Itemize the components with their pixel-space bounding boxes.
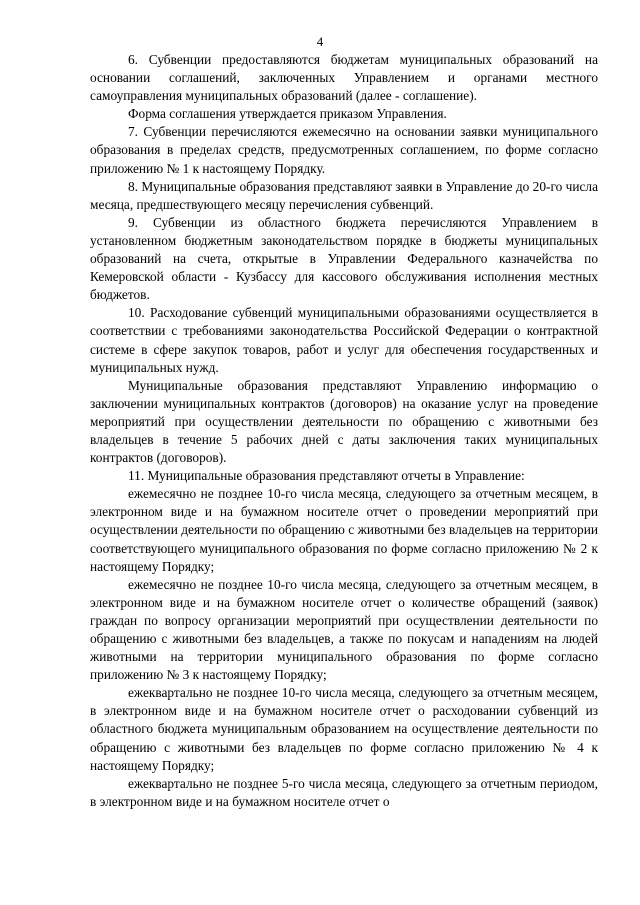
paragraph-report-monthly-2: ежемесячно не позднее 10-го числа месяца, следующего за отчетным месяцем, в электронном виде и на бумажном носителе отчет о количестве обращений (заявок) граждан по вопросу организации мероприятий при осуществлении деятельности по обращению с животными без владельцев, а также по покусам и нападениям на людей животными на территории муниципального образования по форме согласно приложению № 3 к настоящему Порядку; [90,576,598,683]
document-body [90,51,598,811]
paragraph-form: Форма соглашения утверждается приказом Управления. [128,106,447,122]
paragraph-contracts: Муниципальные образования представляют Управлению информацию о заключении муниципальных контрактов (договоров) на оказание услуг на проведение мероприятий при осуществлении деятельности по обращению с животными без владельцев в течение 5 рабочих дней с даты заключения таких муниципальных контрактов (договоров). [90,377,598,466]
paragraph-report-quarterly-1: ежеквартально не позднее 10-го числа месяца, следующего за отчетным месяцем, в электронном виде и на бумажном носителе отчет о расходовании субвенций из областного бюджета муниципальным образованием на осуществление деятельности по обращению с животными без владельцев по форме согласно приложению № 4 к настоящему Порядку; [90,685,598,773]
paragraph-7: 7. Субвенции перечисляются ежемесячно на основании заявки муниципального образования в пределах средств, предусмотренных соглашением, по форме согласно приложению № 1 к настоящему Порядку. [90,124,598,176]
paragraph-report-quarterly-2: ежеквартально не позднее 5-го числа месяца, следующего за отчетным периодом, в электронном виде и на бумажном носителе отчет о [90,775,598,809]
page-number: 4 [316,34,324,49]
paragraph-11: 11. Муниципальные образования представляют отчеты в Управление: [128,468,525,484]
paragraph-6: 6. Субвенции предоставляются бюджетам муниципальных образований на основании соглашений, заключенных Управлением и органами местного самоуправления муниципальных образований (далее - соглашение). [90,52,598,104]
paragraph-9: 9. Субвенции из областного бюджета перечисляются Управлением в установленном бюджетным законодательством порядке в бюджеты муниципальных образований на счета, открытые в Управлении Федерального казначейства по Кемеровской области - Кузбассу для кассового обслуживания исполнения местных бюджетов. [90,214,598,303]
paragraph-10: 10. Расходование субвенций муниципальными образованиями осуществляется в соответствии с требованиями законодательства Российской Федерации о контрактной системе в сфере закупок товаров, работ и услуг для обеспечения государственных и муниципальных нужд. [90,305,598,375]
paragraph-report-monthly-1: ежемесячно не позднее 10-го числа месяца, следующего за отчетным месяцем, в электронном виде и на бумажном носителе отчет о проведении мероприятий при осуществлении деятельности по обращению с животными без владельцев на территории соответствующего муниципального образования по форме согласно приложению № 2 к настоящему Порядку; [90,486,598,574]
paragraph-8: 8. Муниципальные образования представляют заявки в Управление до 20-го числа месяца, предшествующего месяцу перечисления субвенций. [90,178,598,212]
